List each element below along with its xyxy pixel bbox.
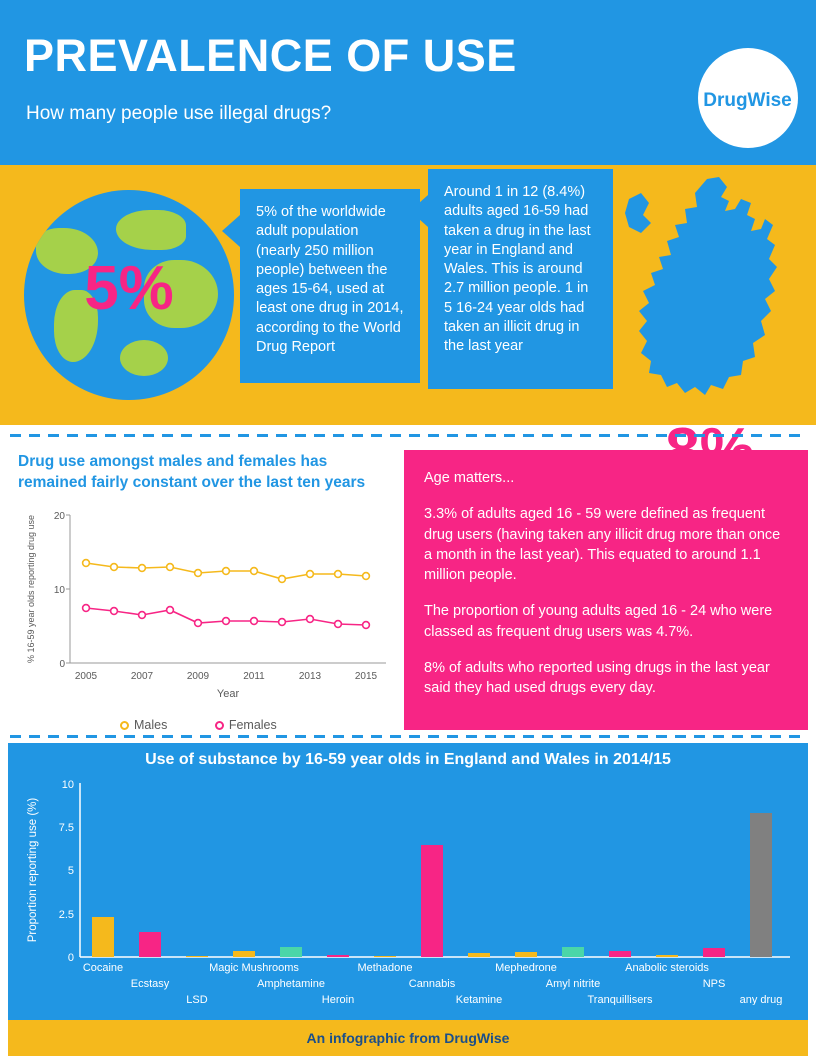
globe-percentage: 5% [84, 254, 174, 323]
line-chart-legend [120, 718, 321, 732]
legend-label: Males [134, 718, 168, 732]
globe-landmass [120, 340, 168, 376]
bar-chart-title: Use of substance by 16-59 year olds in England and Wales in 2014/15 [145, 751, 671, 768]
svg-text:Cannabis: Cannabis [408, 978, 456, 990]
svg-text:20: 20 [53, 511, 65, 522]
svg-text:Heroin: Heroin [321, 994, 355, 1005]
age-matters-panel [404, 450, 808, 730]
svg-text:2013: 2013 [298, 671, 322, 682]
line-chart-title: Drug use amongst males and females has remained fairly constant over the last ten years [18, 453, 366, 491]
svg-text:2005: 2005 [74, 671, 98, 682]
age-matters-heading: Age matters... [424, 470, 515, 486]
uk-map-icon [615, 175, 805, 405]
callout-arrow-icon [222, 215, 240, 247]
svg-text:Amyl nitrite: Amyl nitrite [545, 978, 601, 990]
header [0, 0, 816, 165]
svg-text:5: 5 [67, 865, 74, 877]
divider-bottom [10, 735, 806, 738]
callout-world-drug-report [240, 189, 420, 383]
svg-text:Anabolic steroids: Anabolic steroids [625, 962, 709, 974]
svg-text:% 16-59 year olds reporting dr: % 16-59 year olds reporting drug use [26, 514, 36, 664]
footer-bar [8, 1020, 808, 1056]
age-matters-p2: The proportion of young adults aged 16 - 24 who were classed as frequent drug users was 4.7%. [424, 603, 773, 640]
svg-text:Magic Mushrooms: Magic Mushrooms [209, 962, 299, 974]
age-matters-p3: 8% of adults who reported using drugs in the last year said they had used drugs every day. [424, 660, 770, 697]
svg-text:NPS: NPS [702, 978, 726, 990]
svg-text:Mephedrone: Mephedrone [495, 962, 557, 974]
svg-text:Amphetamine: Amphetamine [257, 978, 325, 990]
svg-text:7.5: 7.5 [58, 822, 74, 834]
svg-text:2015: 2015 [354, 671, 378, 682]
globe-landmass [116, 210, 186, 250]
bar-chart [18, 775, 798, 1005]
svg-text:Methadone: Methadone [357, 962, 413, 974]
svg-text:Ketamine: Ketamine [455, 994, 503, 1005]
legend-marker-icon [215, 721, 224, 730]
legend-item-males [120, 718, 189, 732]
svg-text:2011: 2011 [243, 671, 265, 682]
svg-text:Cocaine: Cocaine [82, 962, 124, 974]
footer-text: An infographic from DrugWise [306, 1030, 510, 1046]
svg-text:any drug: any drug [739, 994, 783, 1005]
svg-text:10: 10 [61, 779, 74, 791]
bar-chart-panel [8, 743, 808, 1038]
svg-text:Proportion reporting use (%): Proportion reporting use (%) [27, 797, 39, 943]
svg-text:Tranquillisers: Tranquillisers [587, 994, 653, 1005]
svg-text:LSD: LSD [186, 994, 208, 1005]
page-title: PREVALENCE OF USE [24, 30, 517, 81]
gold-band [0, 165, 816, 425]
svg-text:2009: 2009 [186, 671, 210, 682]
svg-text:0: 0 [67, 952, 74, 964]
legend-marker-icon [120, 721, 129, 730]
callout-text: Around 1 in 12 (8.4%) adults aged 16-59 had taken a drug in the last year in England and Wales. This is around 2.7 million people. 1 in 5 16-24 year olds had taken an illicit drug in the last year [444, 184, 591, 355]
logo-text: DrugWise [703, 90, 792, 111]
svg-text:0: 0 [59, 659, 65, 670]
callout-arrow-icon [410, 195, 428, 227]
svg-text:Ecstasy: Ecstasy [130, 978, 170, 990]
legend-item-females [215, 718, 299, 732]
age-matters-p1: 3.3% of adults aged 16 - 59 were defined as frequent drug users (having taken any illicit drug more than once a month in the last year). This equated to around 1.1 million people. [424, 506, 781, 584]
svg-text:Year: Year [216, 688, 240, 700]
callout-england-wales [428, 169, 613, 389]
divider-top [10, 434, 806, 437]
legend-label: Females [228, 718, 277, 732]
svg-text:2.5: 2.5 [58, 909, 74, 921]
svg-text:10: 10 [53, 585, 65, 596]
svg-text:2007: 2007 [130, 671, 154, 682]
line-chart [16, 505, 396, 735]
callout-text: 5% of the worldwide adult population (nearly 250 million people) between the ages 15-64, used at least one drug in 2014, according to the World Drug Report [256, 204, 404, 355]
header-subtitle: How many people use illegal drugs? [26, 103, 332, 124]
